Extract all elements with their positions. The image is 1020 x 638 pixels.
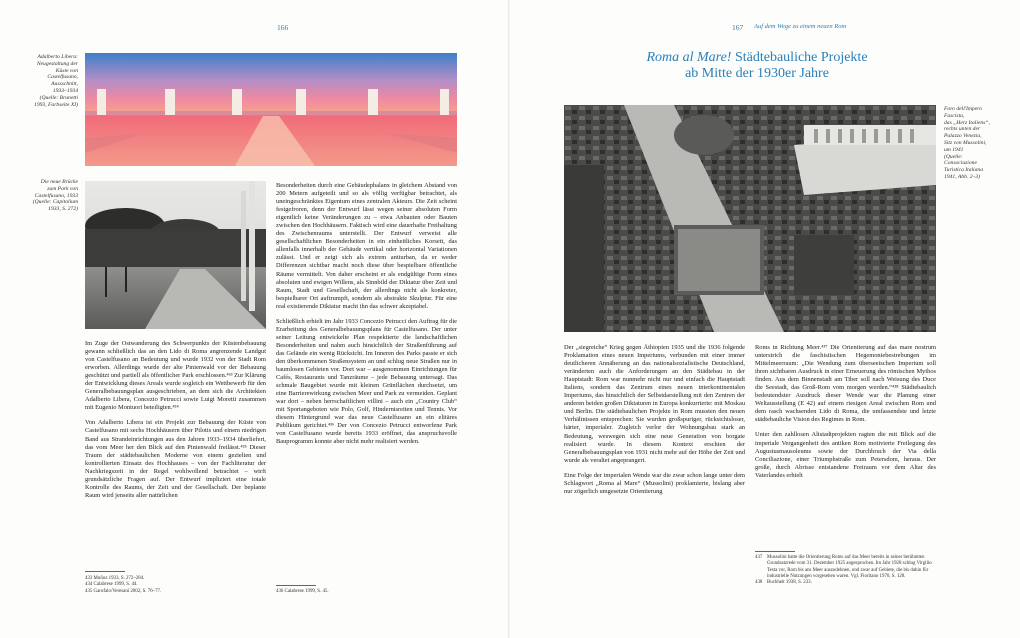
caption-foro-impero: Foro dell'Impero Fascista, das „Herz Italiens“, rechts unten der Palazzo Venezia, Sitz von Mussolini, um 1941 (Quelle: Consociazione Turistica Italiana 1941, Abb. 2–3) [944, 106, 990, 180]
bridge-park-photo [85, 181, 266, 329]
right-footnotes-col2 [755, 555, 936, 586]
heading-rest: Städtebauliche Projekte [731, 50, 868, 65]
running-head: Auf dem Wege zu einem neuen Rom [754, 23, 847, 30]
page-number-right: 167 [732, 23, 744, 32]
footnote-437: 437 Mussolini hatte die Orientierung Roms auf das Meer bereits in seiner berühmten Grundsatzrede vom 31. Dezember 1925 angesprochen. Im Jahr 1928 schlug Virgilio Testa vor, Rom bis ans Meer auszudehnen, und zwar auf Gebiete, die bis dahin für industrielle Nutzungen vorgesehen waren. Vgl. Fioritano 1970, S. 128. [755, 555, 932, 579]
right-page-column-1: Der „siegreiche“ Krieg gegen Äthiopien 1935 und die 1936 folgende Proklamation eines neuen Imperiums, verbunden mit einer immer deutlicheren Annäherung an das nationalsozialistische Deutschland, veränderten auch die Anforderungen an den Städtebau in der Hauptstadt: Rom war nunmehr nicht nur und einfach die Hauptstadt Italiens, sondern das Zentrum eines neuen interkontinentalen Imperiums, das hinsichtlich der Selbstdarstellung mit den Zentren der anderen beiden großen Diktaturen in Europa konkurrierte: mit Moskau und Berlin. Die städtebaulichen Projekte in Rom mussten den neuen Verhältnissen entsprechen: Sie wurden großspuriger, rücksichtsloser, härter, imperialer. Zugleich verlor der Wohnungsbau stark an Bedeutung, weswegen sich eine neue Generation von borgate realisiert wurde. In diesem Kontext erschien der Generalbebauungsplan von 1931 nicht mehr auf der Höhe der Zeit und wurde als veraltet angeprangert. Eine Folge der imperialen Wende war die zwar schon lange unter dem Schlagwort „Roma al Mare“ (Mussolini) proklamierte, bislang aber nur zögerlich umgesetzte Orientierung [564, 344, 746, 495]
right-page [510, 0, 1020, 638]
left-footnotes-col1: 433 Muñoz 1933, S. 272–284. 434 Calabrese 1999, S. 44. 435 Garofalo/Veresani 2002, S. 76–77. [85, 576, 162, 594]
libera-coast-rendering-image [85, 53, 457, 166]
caption-new-bridge: Die neue Brücke zum Park von Castelfusano, 1933 (Quelle: Capitolium 1933, S. 272) [32, 179, 78, 213]
footnote-rule [276, 585, 316, 586]
footnote-rule [755, 551, 795, 552]
left-page-column-2: Besonderheiten durch eine Gebäudephalanx in gleichem Abstand von 200 Metern aufgeteilt und so als völlig verfügbar betrachtet, als uneingeschränktes Eigentum eines zentralen Akteurs. Die Zeit scheint festgefroren, denn der Entwurf lässt wegen seiner absoluten Form eigentlich keine Veränderungen zu – etwa Anbauten oder Bauten zwischen den Hochhäusern. Faktisch wird eine dauerhafte Freihaltung des Zwischenraums unterstellt. Der Entwurf verweist alle gesellschaftlichen Besonderheiten in ein einheitliches Korsett, das allenfalls innerhalb der Gebäude vertikal oder horizontal Variationen zulässt. Und er zeigt sich als extrem antiurban, da er weder Differenzen sichtbar macht noch diese über bespielbare öffentliche Räume vermittelt. Von daher erscheint er als endgültige Form eines absoluten und ewigen Willens, als Sinnbild der Diktatur über Zeit und Raum, Stadt und Gesellschaft, der allerdings nicht als konkreter, bespielbarer Ort auftrumpft, sondern als abstrakte Skulptur. Für eine real existierende Diktatur macht ihn das schwer akzeptabel. Schließlich erhielt im Jahr 1933 Concezio Petrucci den Auftrag für die Erarbeitung des Generalbebauungsplans für Castelfusano. Der unter seiner Leitung entwickelte Plan respektierte die landschaftlichen Besonderheiten und nahm auch hinsichtlich der Straßenführung auf das Gelände ein wenig Rücksicht. Im Inneren des Parks passte er sich den überkommenen Straßensystem an und schlug neue Straßen nur in baumlosen Gebieten vor. Dort war – ausgenommen Einrichtungen für Cafés, Restaurants und Tanzräume – jede Bebauung untersagt. Das schmale Baugebiet wurde mit kleinen Grünflächen durchsetzt, um eine Barrierewirkung zwischen Meer und Park zu vermeiden. Geplant war dort – neben herrschaftlichen villini – auch ein „Country Club“ mit Sportangeboten wie Polo, Golf, Hindernisreiten und Tennis. Vor diesem Hintergrund war das neue Castelfusano an ein elitäres Publikum gerichtet.⁴³⁶ Der von Concezio Petrucci entworfene Park von Castelfusano wurde bereits 1933 eröffnet, das anspruchsvolle Bauprogramm konnte aber nicht mehr realisiert werden. [276, 182, 457, 446]
heading-line-2: ab Mitte der 1930er Jahre [685, 65, 829, 81]
left-page-column-1: Im Zuge der Ostwanderung des Schwerpunkts der Küstenbebauung gewann schließlich das an den Lido di Roma angrenzende Landgut von Castelfusano an Bedeutung und wurde 1932 von der Stadt Rom erworben. Allerdings wurde der alte Pinienwald vor der Bebauung geschützt und partiell als öffentlicher Park erschlossen.⁴³³ Zur Klärung der Entwicklung dieses Areals wurde sogleich ein Wettbewerb für den Generalbebauungsplan ausgeschrieben, an dem sich die Architekten Adalberto Libera, Concezio Petrucci sowie Luigi Moretti zusammen mit Eugenio Montuori beteiligten.⁴³⁴ Von Adalberto Libera ist ein Projekt zur Bebauung der Küste von Castelfusano mit sechs Hochhäusern über Pilotis und einem niedrigen Band aus Strandeinrichtungen aus den Jahren 1933–1934 überliefert, das vom Meer her den Blick auf den Pinienwald freilässt.⁴³⁵ Dieser Traum der städtebaulichen Moderne von einem gezielten und kontrollierten Einsatz des Hochhauses – von der Fachliteratur der Nachkriegszeit in der Regel wohlwollend betrachtet – wirft grundsätzliche Fragen auf. Der Entwurf impliziert eine totale Kontrolle des Raums, der Zeit und der Gesellschaft. Der beplante Raum wird jenseits aller natürlichen [85, 340, 266, 499]
left-footnotes-col2: 436 Calabrese 1999, S. 45. [276, 589, 329, 594]
footnote-438: 438 Buchheit 1938, S. 233. [755, 580, 812, 586]
footnote-rule [85, 571, 125, 572]
heading-italic: Roma al Mare! [646, 50, 732, 65]
chapter-heading [624, 50, 890, 81]
foro-aerial-photo [564, 105, 936, 332]
right-page-column-2: Roms in Richtung Meer.⁴³⁷ Die Orientierung auf das mare nostrum unterstrich die faschistischen Hegemoniebestrebungen im Mittelmeerraum: „Die Wendung zum überseeischen Imperium soll ihren sichtbaren Ausdruck in einer Erneuerung des römischen Mythos finden. Aus dem Binnenstadt am Tiber soll nach Weisung des Duce die Seestadt, das Groß-Rom vom morgen werden.“⁴³⁸ Städtebaulich bedeutendster Ausdruck dieser Wende war die Planung einer Weltausstellung (E 42) auf einem riesigen Areal zwischen Rom und dem rasch wachsenden Lido di Roma, die umfassendste und letzte städtebauliche Vision des Regimes in Rom. Unter den zahllosen Altstadtprojekten ragten die mit Blick auf die imperiale Vergangenheit des antiken Rom motivierte Freilegung des Augustusmausoleums sowie der Durchbruch der Via della Conciliazione, einer Triumphstraße zum Petersdom, heraus. Der große, durch Abrisse entstandene Freiraum vor dem Altar des Vaterlandes erhielt [755, 344, 936, 479]
caption-libera-rendering: Adalberto Libera: Neugestaltung der Küste von Castelfusano, Aussschnitt, 1933–1934 (Quelle: Brunetti 1993, Farbseite XI) [34, 54, 78, 108]
page-number-left: 166 [277, 23, 289, 32]
